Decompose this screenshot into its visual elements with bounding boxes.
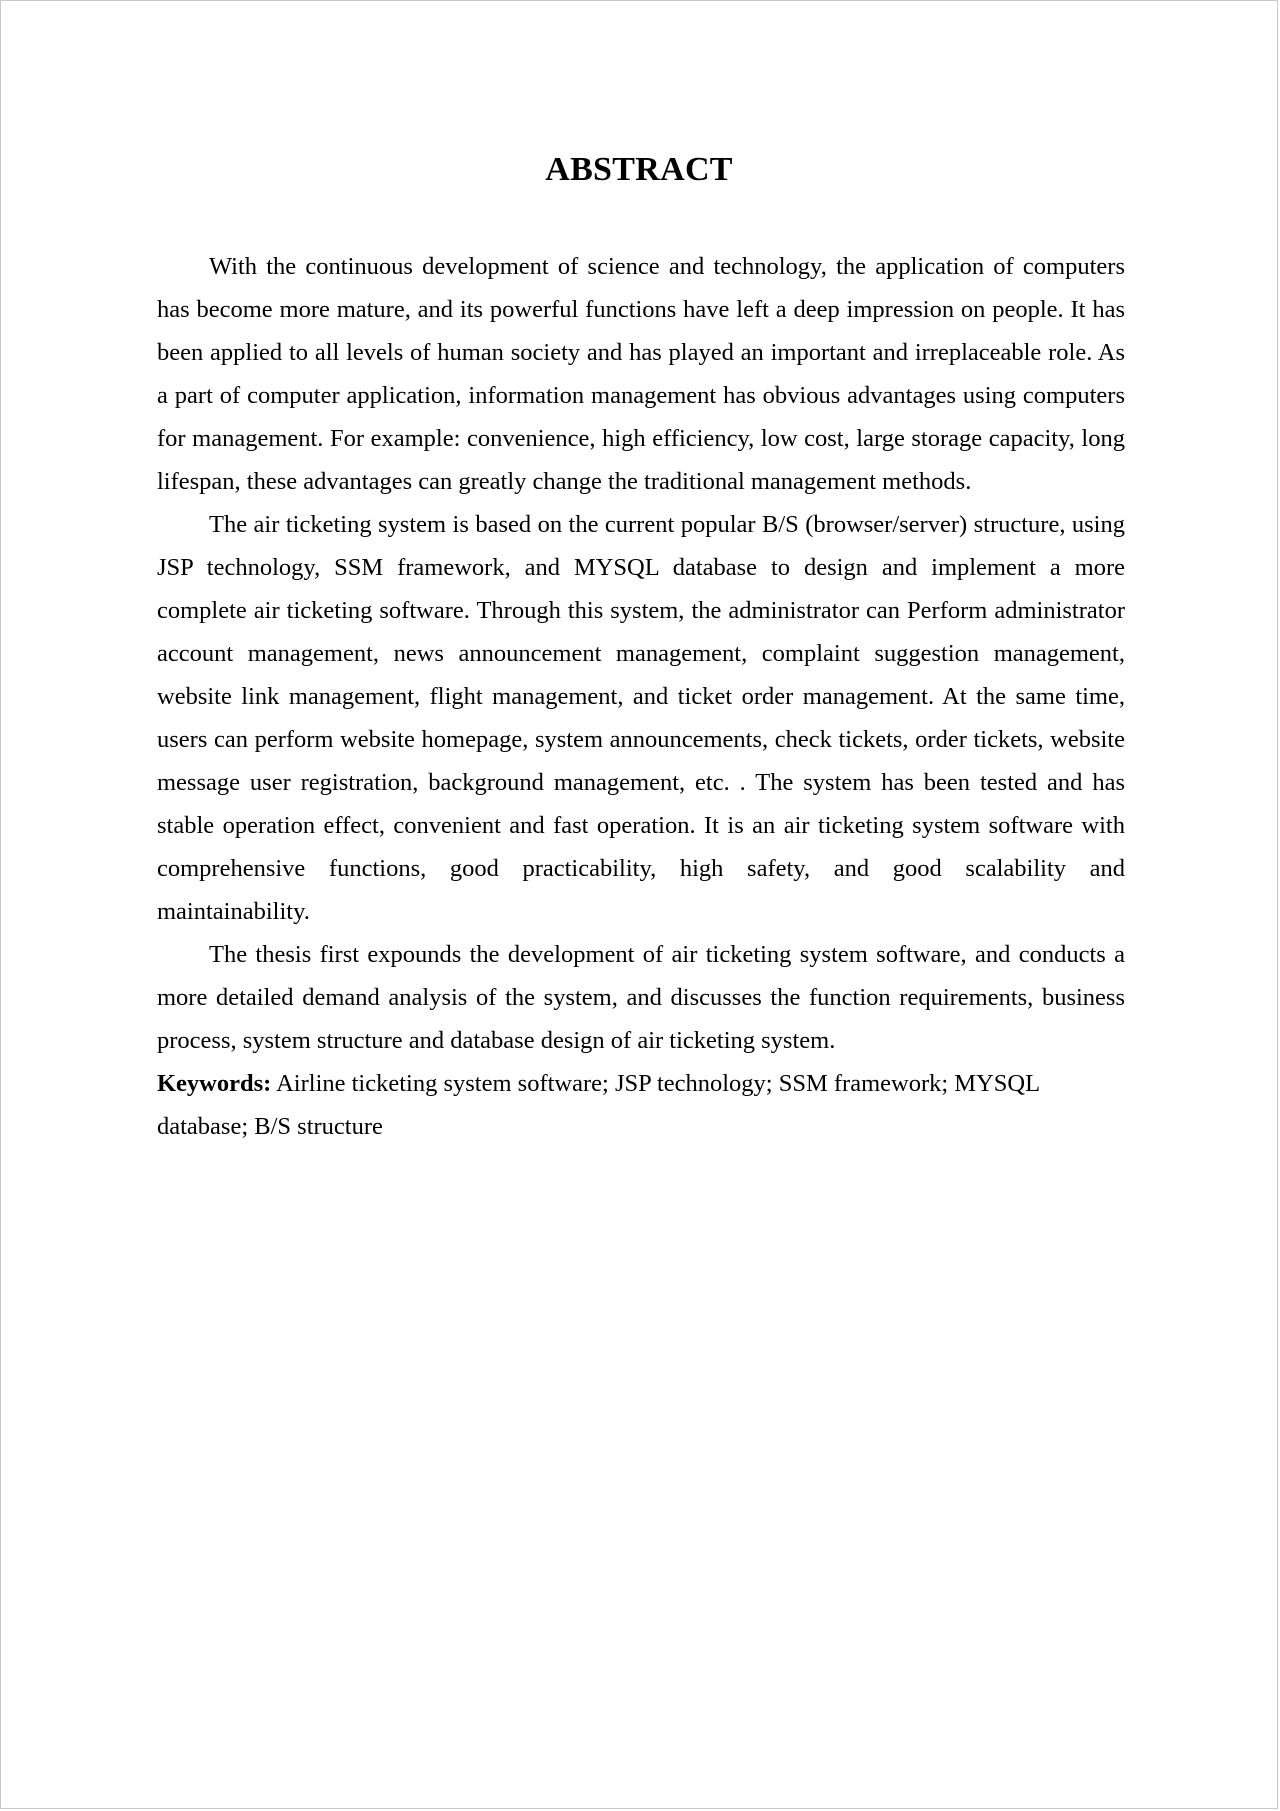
abstract-body [157, 245, 1125, 1148]
page-title: ABSTRACT [545, 151, 733, 188]
keywords-label: Keywords: [157, 1070, 272, 1097]
keywords-text: Airline ticketing system software; JSP technology; SSM framework; MYSQL database; B/S structure [157, 1070, 1040, 1140]
abstract-paragraph-2: The air ticketing system is based on the current popular B/S (browser/server) structure, using JSP technology, SSM framework, and MYSQL database to design and implement a more complete air ticketing software. Through this system, the administrator can Perform administrator account management, news announcement management, complaint suggestion management, website link management, flight management, and ticket order management. At the same time, users can perform website homepage, system announcements, check tickets, order tickets, website message user registration, background management, etc. . The system has been tested and has stable operation effect, convenient and fast operation. It is an air ticketing system software with comprehensive functions, good practicability, high safety, and good scalability and maintainability. [157, 511, 1125, 925]
abstract-paragraph-3: The thesis first expounds the development of air ticketing system software, and conducts a more detailed demand analysis of the system, and discusses the function requirements, business process, system structure and database design of air ticketing system. [157, 941, 1125, 1054]
abstract-paragraph-1: With the continuous development of science and technology, the application of computers has become more mature, and its powerful functions have left a deep impression on people. It has been applied to all levels of human society and has played an important and irreplaceable role. As a part of computer application, information management has obvious advantages using computers for management. For example: convenience, high efficiency, low cost, large storage capacity, long lifespan, these advantages can greatly change the traditional management methods. [157, 253, 1125, 495]
keywords-line [157, 1062, 1125, 1148]
